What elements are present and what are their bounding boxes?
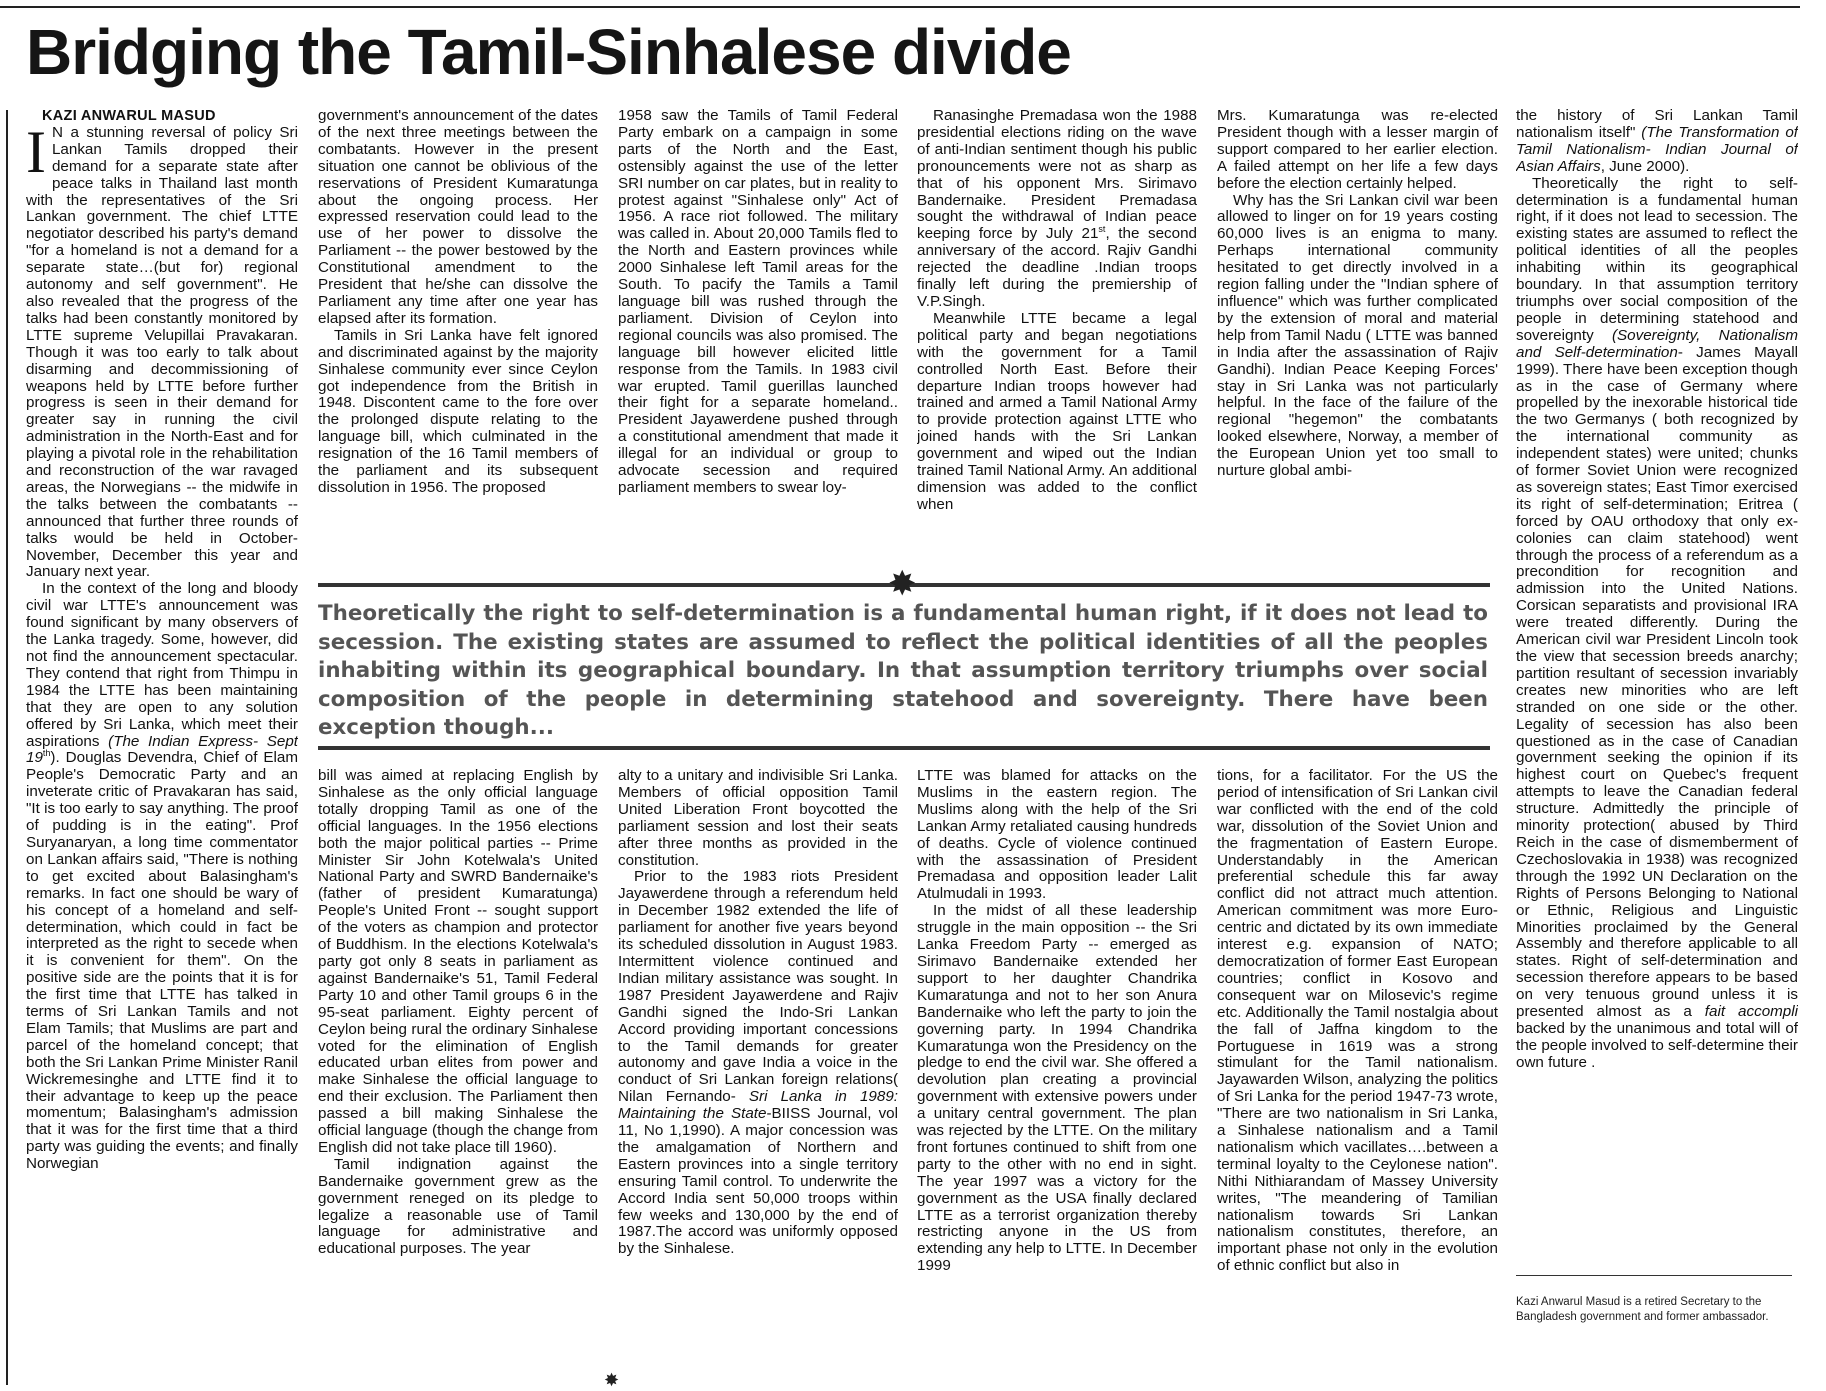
article-column-5-top [1217,108,1498,574]
paragraph: LTTE was blamed for attacks on the Muslims in the eastern region. The Muslims along with the help of the Sri Lankan Army retaliated causing hundreds of deaths. Cycle of violence continued with the assassination of President Premadasa and opposition leader Lalit Atulmudali in 1993. [917,768,1197,903]
pullquote-rule-bottom [318,746,1490,750]
paragraph: I N a stunning reversal of policy Sri Lankan Tamils dropped their demand for a separate state after peace talks in Thailand last month with the representatives of the Sri Lankan government. The chief LTTE negotiator described his party's demand "for a homeland is not a demand for a separate state…(but for) regional autonomy and self government". He also revealed that the progress of the talks had been constantly monitored by LTTE supreme Velupillai Pravakaran. Though it was too early to talk about disarming and decommissioning of weapons held by LTTE before further progress is seen in their demand for greater say in running the civil administration in the North-East and for playing a pivotal role in the rehabilitation and reconstruction of the war ravaged areas, the Norwegians -- the midwife in the talks between the combatants -- announced that further three rounds of talks would be held in October-November, December this year and January next year. [26,118,298,581]
bio-rule [1516,1275,1792,1276]
paragraph: government's announcement of the dates of the next three meetings between the combatants. However in the present situation one cannot be oblivious of the reservations of President Kumaratunga about the ongoing process. Her expressed reservation could lead to the use of her power to dissolve the Parliament -- the power bestowed by the Constitutional amendment to the President that he/she can dissolve the Parliament any time after one year has elapsed after its formation. [318,108,598,327]
paragraph: Tamils in Sri Lanka have felt ignored and discriminated against by the majority Sinhalese community ever since Ceylon got independence from the British in 1948. Discontent came to the fore over the prolonged dispute relating to the language bill, which culminated in the resignation of the 16 Tamil members of the parliament and its subsequent dissolution in 1956. The proposed [318,326,598,496]
article-column-5-bottom [1217,768,1498,1378]
headline: Bridging the Tamil-Sinhalese divide [26,16,1071,88]
article-column-1 [26,108,298,1378]
paragraph: Theoretically the right to self-determination is a fundamental human right, if it does not lead to secession. The existing states are assumed to reflect the political identities of all the peoples inhabiting within its geographical boundary. In that assumption territory triumphs over social composition of the people in determining statehood and sovereignty (Sovereignty, Nationalism and Self-determination- James Mayall 1999). There have been exception though as in the case of Germany where propelled by the inexorable historical tide the two Germanys ( both recognized by the international community as independent states) were united; chunks of former Soviet Union were recognized as sovereign states; East Timor exercised its right of self-determination; Eritrea ( forced by OAU orthodoxy that only ex-colonies can claim statehood) went through the process of a referendum as a precondition for recognition and admission into the United Nations. Corsican separatists and provisional IRA were treated differently. During the American civil war President Lincoln took the view that secession breeds anarchy; partition resultant of secession invariably creates new minorities who are left stranded on one side or the other. Legality of secession has also been questioned as in the case of Canadian government seeking the opinion if its highest court on Quebec's frequent attempts to leave the Canadian federal structure. Admittedly the principle of minority protection( abused by Third Reich in the case of dismemberment of Czechoslovakia in 1938) was recognized through the 1992 UN Declaration on the Rights of Persons Belonging to National or Ethnic, Religious and Linguistic Minorities proclaimed by the General Assembly and therefore applicable to all states. Right of self-determination and secession therefore appears to be based on very tenuous ground unless it is presented almost as a fait accompli backed by the unanimous and total will of the people involved to self-determine their own future . [1516,174,1798,1071]
paragraph: Why has the Sri Lankan civil war been allowed to linger on for 19 years costing 60,000 lives is an enigma to many. Perhaps international community hesitated to get directly involved in a region falling under the "Indian sphere of influence" which was further complicated by the extension of moral and material help from Tamil Nadu ( LTTE was banned in India after the assassination of Rajiv Gandhi). Indian Peace Keeping Forces' stay in Sri Lanka was not particularly helpful. In the face of the failure of the regional "hegemon" the combatants looked elsewhere, Norway, a member of the European Union yet too small to nurture global ambi- [1217,191,1498,480]
article-column-3-bottom [618,768,898,1378]
bottom-ornament: ✸ [604,1370,620,1391]
paragraph: the history of Sri Lankan Tamil nationalism itself" (The Transformation of Tamil Nationalism- Indian Journal of Asian Affairs, June 2000). [1516,108,1798,175]
article-column-3-top [618,108,898,574]
article-column-4-top [917,108,1197,574]
pullquote: Theoretically the right to self-determination is a fundamental human right, if it does not lead to secession. The existing states are assumed to reflect the political identities of all the peoples inhabiting within its geographical boundary. In that assumption territory triumphs over social composition of the people in determining statehood and sovereignty. There have been exception though... [318,601,1488,741]
paragraph: bill was aimed at replacing English by Sinhalese as the only official language totally dropping Tamil as one of the official languages. In the 1956 elections both the major political parties -- Prime Minister Sir John Kotelwala's United National Party and SWRD Bandernaike's (father of president Kumaratunga) People's United Front -- sought support of the voters as champion and protector of Buddhism. In the elections Kotelwala's party got only 8 seats in parliament as against Bandernaike's 51, Tamil Federal Party 10 and other Tamil groups 6 in the 95-seat parliament. Eighty percent of Ceylon being rural the ordinary Sinhalese voted for the elimination of English educated urban elites from power and make Sinhalese the official language to end their exclusion. The Parliament then passed a bill making Sinhalese the official language (though the change from English did not take place till 1960). [318,768,598,1156]
top-rule [0,6,1800,8]
article-column-4-bottom [917,768,1197,1378]
byline: KAZI ANWARUL MASUD [42,108,216,124]
paragraph: Tamil indignation against the Bandernaike government grew as the government reneged on its pledge to legalize a reasonable use of Tamil language for administrative and educational purposes. The year [318,1155,598,1258]
paragraph: In the context of the long and bloody civil war LTTE's announcement was found significant by many observers of the Lanka tragedy. Some, however, did not find the announcement spectacular. They contend that right from Thimpu in 1984 the LTTE has been maintaining that they are open to any solution offered by Sri Lanka, which meet their aspirations (The Indian Express- Sept 19th). Douglas Devendra, Chief of Elam People's Democratic Party and an inveterate critic of Pravakaran has said, "It is too early to say anything. The proof of pudding is in the eating". Prof Suryanaryan, a long time commentator on Lankan affairs said, "There is nothing to get excited about Balasingham's remarks. In fact one should be wary of his concept of a homeland and self-determination, which could in fact be interpreted as the right to secede when it is convenient for them". On the positive side are the points that it is for the first time that LTTE has talked in terms of Sri Lankan Tamils and not Elam Tamils; that Muslims are part and parcel of the homeland concept; that both the Sri Lankan Prime Minister Ranil Wickremesinghe and LTTE find it to their advantage to keep up the peace momentum; Balasingham's admission that it was for the first time that a third party was guiding the events; and finally Norwegian [26,580,298,1173]
author-bio: Kazi Anwarul Masud is a retired Secretary to the Bangladesh government and former ambassador. [1516,1296,1769,1323]
paragraph: 1958 saw the Tamils of Tamil Federal Party embark on a campaign in some parts of the North and the East, ostensibly against the use of the letter SRI number on car plates, but in reality to protest against "Sinhalese only" Act of 1956. A race riot followed. The military was called in. About 20,000 Tamils fled to the North and Eastern provinces while 2000 Sinhalese left Tamil areas for the South. To pacify the Tamils a Tamil language bill was rushed through the parliament. Division of Ceylon into regional councils was also promised. The language bill however elicited little response from the Tamils. In 1983 civil war erupted. Tamil guerillas launched their fight for a separate homeland.. President Jayawerdene pushed through a constitutional amendment that made it illegal for an individual or group to advocate secession and required parliament members to swear loy- [618,108,898,496]
starburst-ornament: ✸ [888,564,917,604]
paragraph: Meanwhile LTTE became a legal political party and began negotiations with the government for a Tamil controlled North East. Before their departure Indian troops however had trained and armed a Tamil National Army to provide protection against LTTE who joined hands with the Sri Lankan government and wiped out the Indian trained Tamil National Army. An additional dimension was added to the conflict when [917,309,1197,513]
paragraph: In the midst of all these leadership struggle in the main opposition -- the Sri Lanka Freedom Party -- emerged as Sirimavo Bandernaike extended her support to her daughter Chandrika Kumaratunga and not to her son Anura Bandernaike who left the party to join the governing party. In 1994 Chandrika Kumaratunga won the Presidency on the pledge to end the civil war. She offered a devolution plan creating a provincial government with extensive powers under a unitary central government. The plan was rejected by the LTTE. On the military front fortunes continued to shift from one party to the other with no end in sight. The year 1997 was a victory for the government as the USA finally declared LTTE as a terrorist organization thereby restricting anyone in the US from extending any help to LTTE. In December 1999 [917,902,1197,1275]
paragraph: tions, for a facilitator. For the US the period of intensification of Sri Lankan civil war conflicted with the end of the cold war, dissolution of the Soviet Union and the fragmentation of Eastern Europe. Understandably in the American preferential schedule this far away conflict did not attract much attention. American commitment was more Euro-centric and dictated by its own immediate interest e.g. expansion of NATO; democratization of former East European countries; conflict in Kosovo and consequent war on Milosevic's regime etc. Additionally the Tamil nostalgia about the fall of Jaffna kingdom to the Portuguese in 1619 was a strong stimulant for the Tamil nationalism. Jayawarden Wilson, analyzing the politics of Sri Lanka for the period 1947-73 wrote, "There are two nationalism in Sri Lanka, a Sinhalese nationalism and a Tamil nationalism which vacillates….between a terminal loyalty to the Ceylonese nation". Nithi Nithiarandam of Massey University writes, "The meandering of Tamilian nationalism towards Sri Lankan nationalism constitutes, therefore, an important phase not only in the evolution of ethnic conflict but also in [1217,768,1498,1275]
article-column-6 [1516,108,1798,1268]
drop-cap: I [26,118,46,185]
paragraph: alty to a unitary and indivisible Sri Lanka. Members of official opposition Tamil United Liberation Front boycotted the parliament session and lost their seats after three months as provided in the constitution. [618,768,898,869]
paragraph: Ranasinghe Premadasa won the 1988 presidential elections riding on the wave of anti-Indian sentiment though his public pronouncements were not as sharp as that of his opponent Mrs. Sirimavo Bandernaike. President Premadasa sought the withdrawal of Indian peace keeping force by July 21st, the second anniversary of the accord. Rajiv Gandhi rejected the deadline .Indian troops finally left during the premiership of V.P.Singh. [917,108,1197,310]
paragraph: Prior to the 1983 riots President Jayawerdene through a referendum held in December 1982 extended the life of parliament for another five years beyond its scheduled dissolution in August 1983. Intermittent violence continued and Indian military assistance was sought. In 1987 President Jayawerdene and Rajiv Gandhi signed the Indo-Sri Lankan Accord providing important concessions to the Tamil demands for greater autonomy and gave India a voice in the conduct of Sri Lankan foreign relations( Nilan Fernando- Sri Lanka in 1989: Maintaining the State-BIISS Journal, vol 11, No 1,1990). A major concession was the amalgamation of Northern and Eastern provinces into a single territory ensuring Tamil control. To underwrite the Accord India sent 50,000 troops within few weeks and 130,000 by the end of 1987.The accord was uniformly opposed by the Sinhalese. [618,868,898,1258]
article-column-2-top [318,108,598,574]
left-rule [6,110,8,1385]
paragraph: Mrs. Kumaratunga was re-elected President though with a lesser margin of support compared to her earlier election. A failed attempt on her life a few days before the election certainly helped. [1217,108,1498,192]
article-column-2-bottom [318,768,598,1378]
